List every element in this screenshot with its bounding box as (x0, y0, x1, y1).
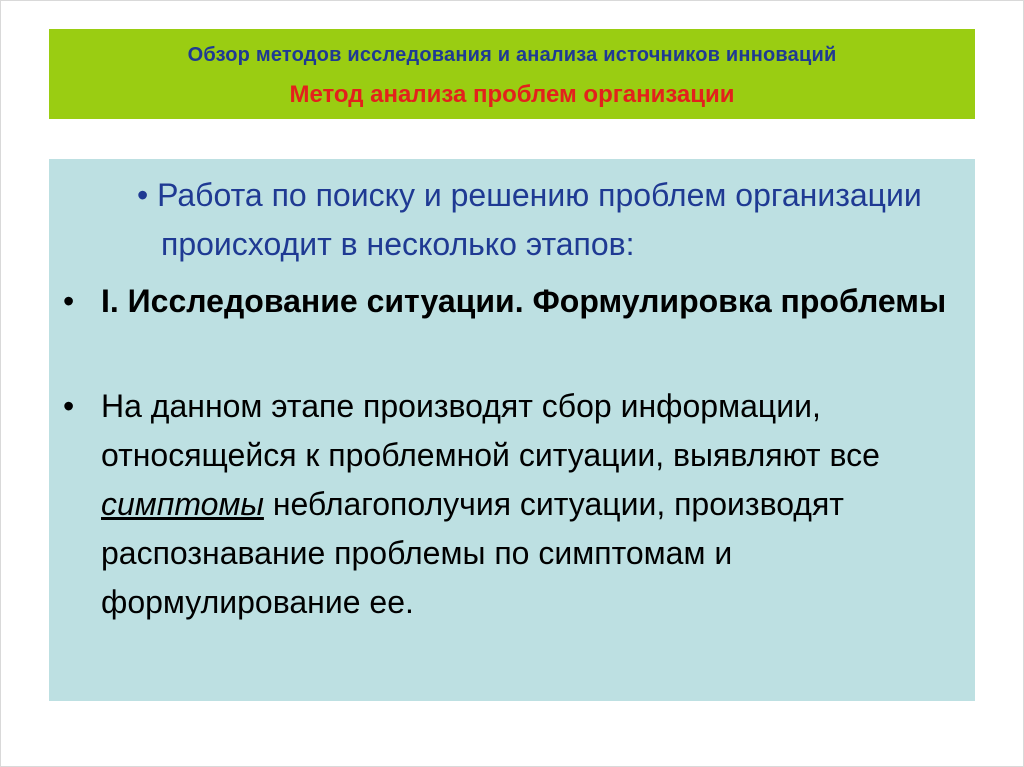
bullet-marker: • (63, 283, 75, 319)
description-text-end: неблагополучия ситуации, производят распознавание проблемы по симптомам и формулирование ее. (101, 486, 844, 620)
content-panel (49, 159, 975, 701)
description-text-start: На данном этапе производят сбор информации, относящейся к проблемной ситуации, выявляют все (101, 388, 880, 473)
intro-text: Работа по поиску и решению проблем организации происходит в несколько этапов: (157, 177, 922, 262)
header-title: Обзор методов исследования и анализа источников инноваций (187, 44, 837, 66)
header-subtitle: Метод анализа проблем организации (289, 81, 735, 108)
stage-title: I. Исследование ситуации. Формулировка проблемы (101, 283, 947, 319)
intro-bullet (137, 171, 961, 269)
symptoms-emphasis: симптомы (101, 486, 264, 522)
stage-description (101, 382, 961, 627)
bullet-marker: • (63, 388, 75, 424)
slide-header (49, 29, 975, 119)
bullet-marker: • (137, 177, 149, 213)
